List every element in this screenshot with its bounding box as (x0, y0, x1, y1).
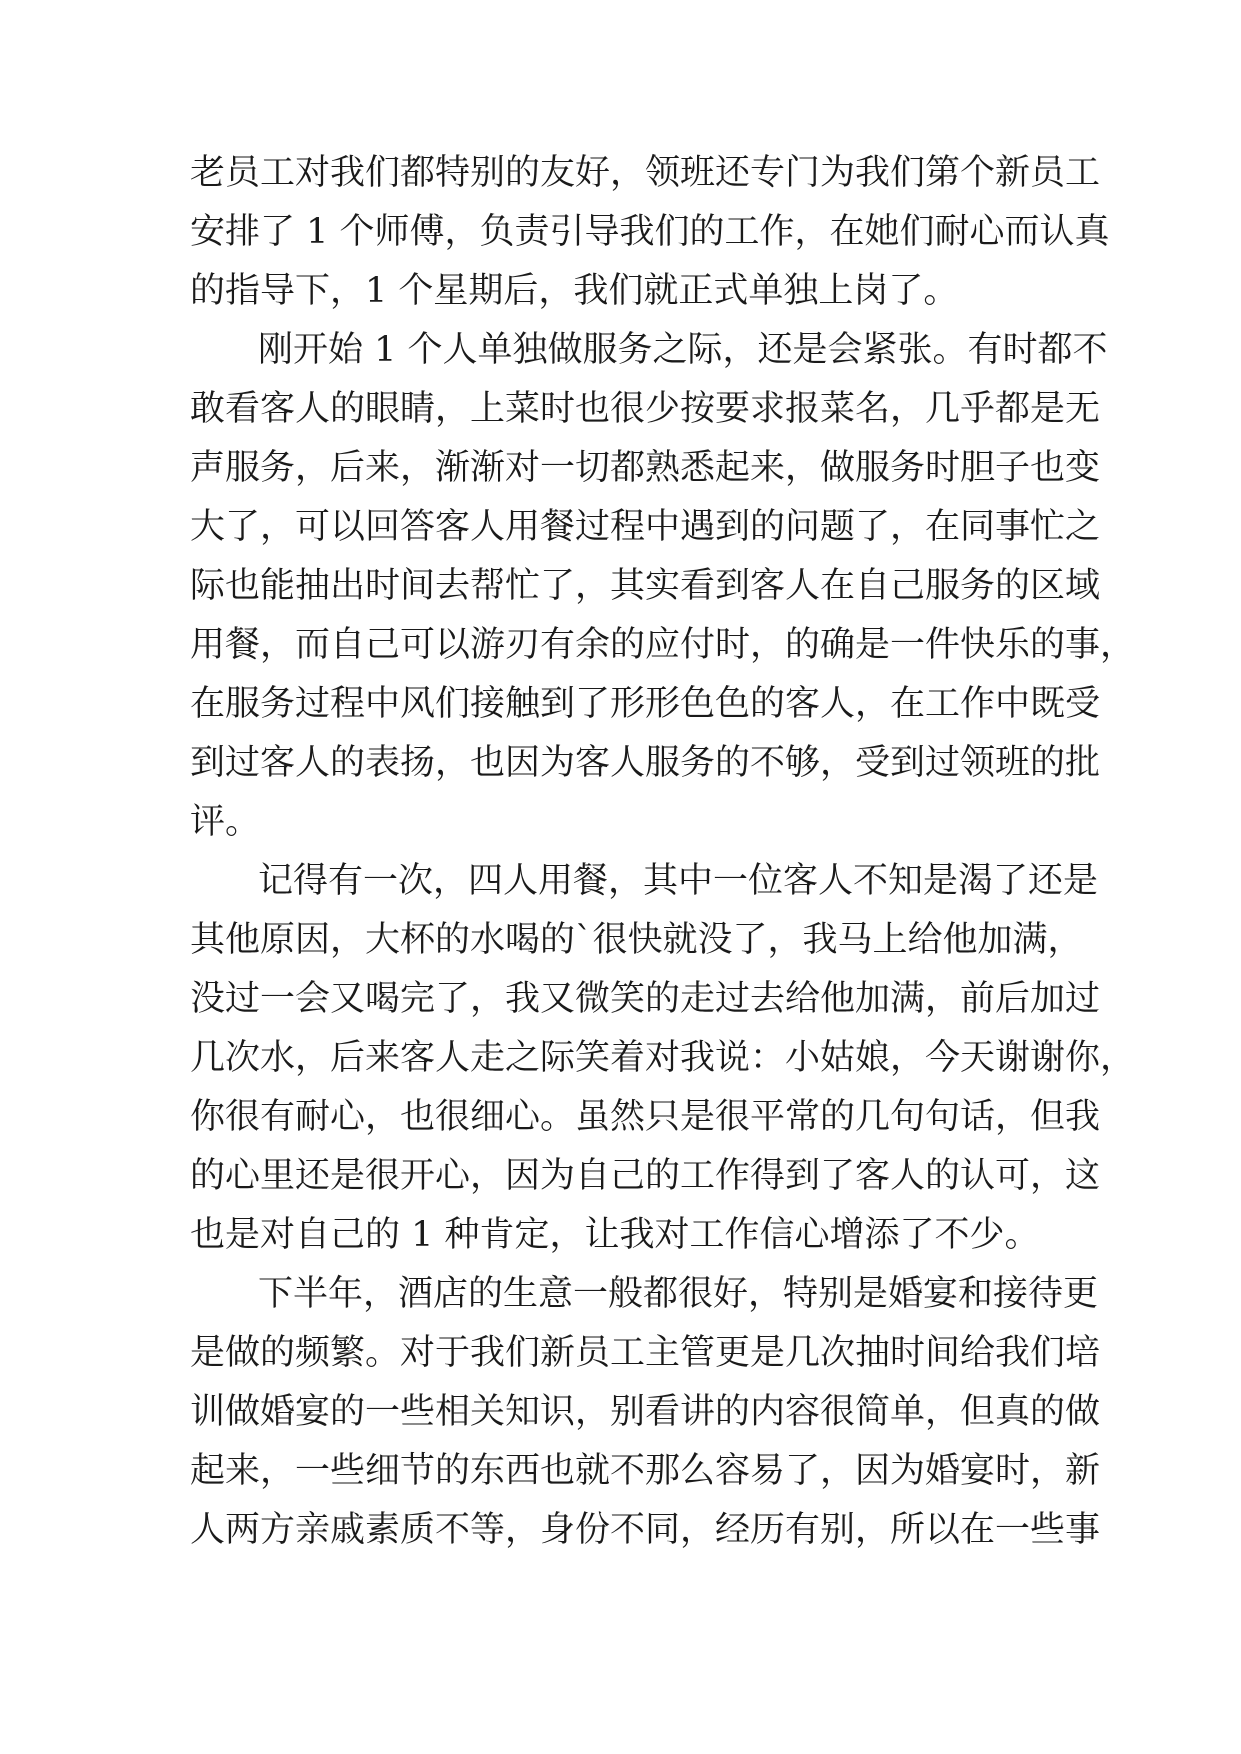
text-line: 其他原因，大杯的水喝的`很快就没了，我马上给他加满， (190, 920, 1083, 960)
text-line: 在服务过程中风们接触到了形形色色的客人，在工作中既受 (190, 684, 1101, 724)
text-line: 你很有耐心，也很细心。虽然只是很平常的几句句话，但我 (190, 1097, 1101, 1137)
text-line: 没过一会又喝完了，我又微笑的走过去给他加满，前后加过 (190, 979, 1101, 1019)
text-line: 敢看客人的眼睛，上菜时也很少按要求报菜名，几乎都是无 (190, 389, 1101, 429)
text-line: 大了，可以回答客人用餐过程中遇到的问题了，在同事忙之 (190, 507, 1101, 547)
text-line: 起来，一些细节的东西也就不那么容易了，因为婚宴时，新 (190, 1451, 1101, 1491)
text-line: 老员工对我们都特别的友好，领班还专门为我们第个新员工 (190, 153, 1101, 193)
text-line: 刚开始 1 个人单独做服务之际，还是会紧张。有时都不 (258, 330, 1108, 370)
text-line: 评。 (190, 802, 261, 842)
text-line: 是做的频繁。对于我们新员工主管更是几次抽时间给我们培 (190, 1333, 1101, 1373)
text-line: 的心里还是很开心，因为自己的工作得到了客人的认可，这 (190, 1156, 1101, 1196)
text-line: 际也能抽出时间去帮忙了，其实看到客人在自己服务的区域 (190, 566, 1101, 606)
text-line: 到过客人的表扬，也因为客人服务的不够，受到过领班的批 (190, 743, 1101, 783)
text-line: 人两方亲戚素质不等，身份不同，经历有别，所以在一些事 (190, 1510, 1101, 1550)
text-line: 用餐，而自己可以游刃有余的应付时，的确是一件快乐的事， (190, 625, 1136, 665)
text-line: 也是对自己的 1 种肯定，让我对工作信心增添了不少。 (190, 1215, 1040, 1255)
text-line: 记得有一次，四人用餐，其中一位客人不知是渴了还是 (258, 861, 1099, 901)
text-line: 安排了 1 个师傅，负责引导我们的工作，在她们耐心而认真 (190, 212, 1110, 252)
text-line: 下半年，酒店的生意一般都很好，特别是婚宴和接待更 (258, 1274, 1099, 1314)
text-line: 几次水，后来客人走之际笑着对我说：小姑娘，今天谢谢你， (190, 1038, 1136, 1078)
text-line: 训做婚宴的一些相关知识，别看讲的内容很简单，但真的做 (190, 1392, 1101, 1432)
text-line: 的指导下，1 个星期后，我们就正式单独上岗了。 (190, 271, 959, 311)
text-line: 声服务，后来，渐渐对一切都熟悉起来，做服务时胆子也变 (190, 448, 1101, 488)
